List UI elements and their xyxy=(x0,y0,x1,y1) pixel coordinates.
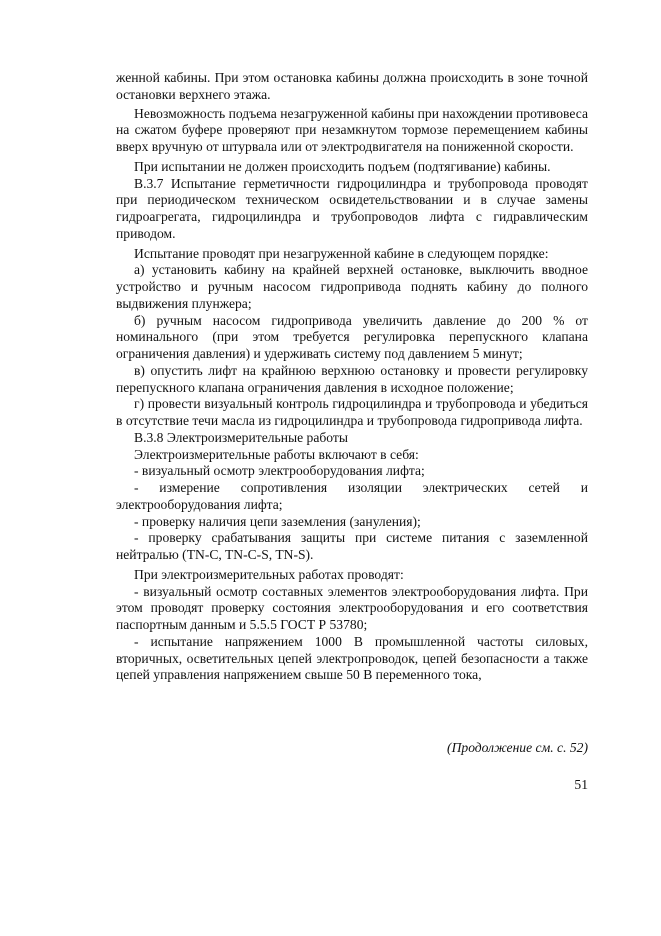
list-item-visual-inspection: - визуальный осмотр электрооборудования лифта; xyxy=(134,463,425,479)
list-item-protection-check: - проверку срабатывания защиты при системе питания с заземленной нейтралью (TN-C, TN-C-S, TN-S). xyxy=(116,530,588,562)
paragraph-test-condition: При испытании не должен происходить подъем (подтягивание) кабины. xyxy=(134,158,551,174)
document-body xyxy=(116,70,588,684)
page-number: 51 xyxy=(574,777,588,792)
list-item-insulation-measurement: - измерение сопротивления изоляции электрических сетей и электрооборудования лифта; xyxy=(116,480,588,512)
list-item-grounding-check: - проверку наличия цепи заземления (зануления); xyxy=(134,513,421,529)
section-b-3-7: В.3.7 Испытание герметичности гидроцилиндра и трубопровода проводят при периодическом техническом освидетельствовании и в случае замены гидроагрегата, гидроцилиндра и трубопроводов лифта с гидравлическим приводом. xyxy=(116,175,588,241)
list-item-voltage-test: - испытание напряжением 1000 В промышленной частоты силовых, вторичных, осветительных цепей электропроводок, цепей безопасности а также цепей управления напряжением свыше 50 В переменного тока, xyxy=(116,633,588,683)
list-item-a: а) установить кабину на крайней верхней остановке, выключить вводное устройство и ручным насосом гидропривода поднять кабину до полного выдвижения плунжера; xyxy=(116,262,588,311)
list-item-b: б) ручным насосом гидропривода увеличить давление до 200 % от номинального (при этом требуется регулировка перепускного клапана ограничения давления) и удерживать систему под давлением 5 минут; xyxy=(116,312,588,361)
paragraph-during-works: При электроизмерительных работах проводят: xyxy=(134,566,404,582)
section-b-3-8-heading: В.3.8 Электроизмерительные работы xyxy=(134,429,348,445)
list-item-v: в) опустить лифт на крайнюю верхнюю остановку и провести регулировку перепускного клапана ограничения давления в исходное положение; xyxy=(116,362,588,395)
paragraph-counterweight-test: Невозможность подъема незагруженной кабины при нахождении противовеса на сжатом буфере проверяют при незамкнутом тормозе перемещением кабины вверх вручную от штурвала или от электродвигателя на пониженной скорости. xyxy=(116,105,588,154)
list-item-component-inspection: - визуальный осмотр составных элементов электрооборудования лифта. При этом проводят проверку состояния электрооборудования и его соответствия паспортным данным и 5.5.5 ГОСТ Р 53780; xyxy=(116,583,588,632)
paragraph-test-order: Испытание проводят при незагруженной кабине в следующем порядке: xyxy=(134,245,549,261)
paragraph-continuation: женной кабины. При этом остановка кабины должна происходить в зоне точной остановки верхнего этажа. xyxy=(116,70,588,102)
paragraph-includes: Электроизмерительные работы включают в себя: xyxy=(134,446,419,462)
list-item-g: г) провести визуальный контроль гидроцилиндра и трубопровода и убедиться в отсутствие течи масла из гидроцилиндра и трубопровода гидропривода лифта. xyxy=(116,396,588,428)
continuation-note: (Продолжение см. с. 52) xyxy=(447,740,588,755)
